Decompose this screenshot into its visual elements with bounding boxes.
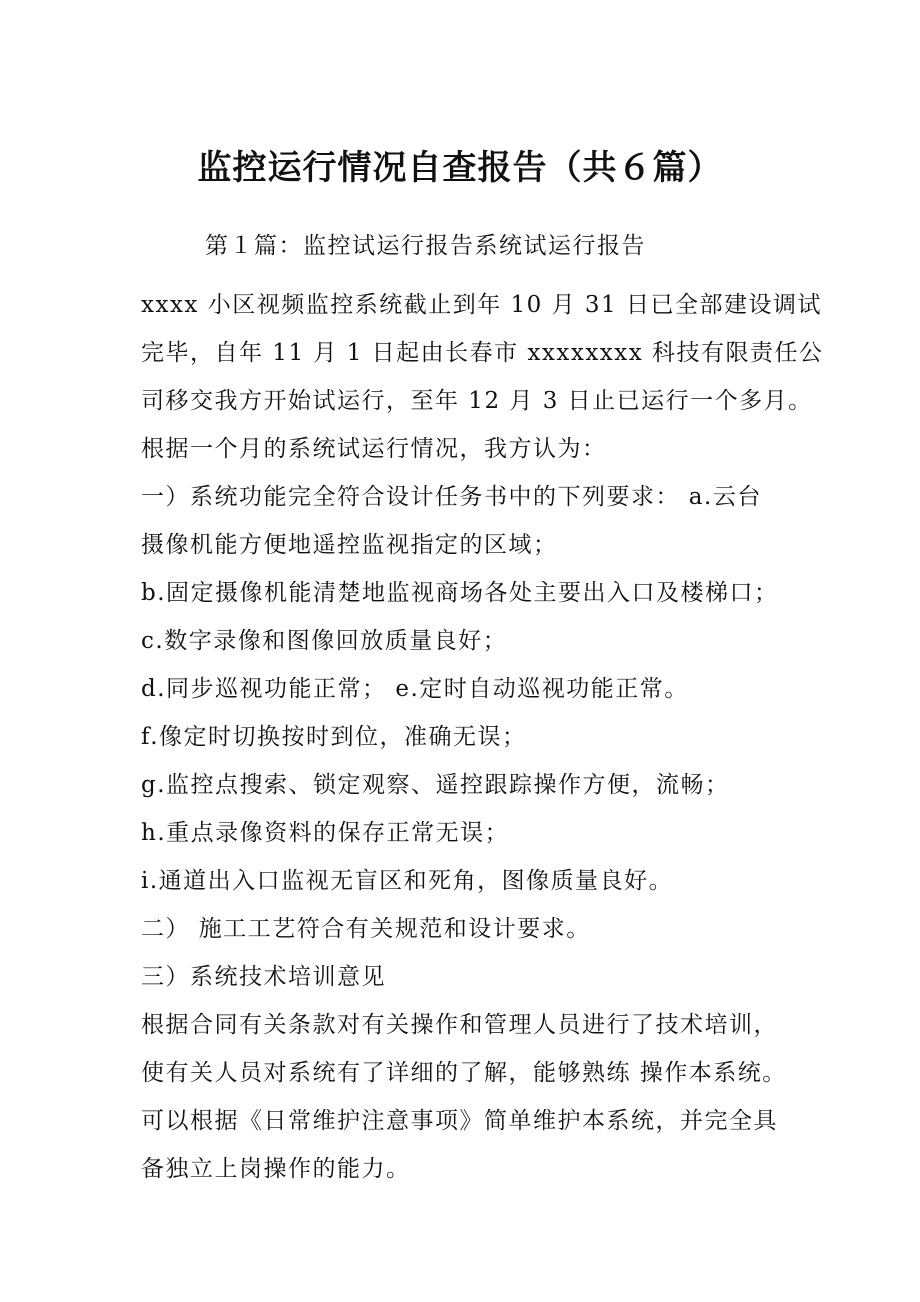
body-line: 一）系统功能完全符合设计任务书中的下列要求： a.云台 — [141, 484, 762, 510]
body-line: 备独立上岗操作的能力。 — [141, 1156, 411, 1182]
body-line: 三）系统技术培训意见 — [141, 964, 386, 990]
body-line: b.固定摄像机能清楚地监视商场各处主要出入口及楼梯口； — [141, 580, 779, 606]
body-line: 完毕，自年 11 月 1 日起由长春市 xxxxxxxx 科技有限责任公 — [141, 340, 824, 366]
section-heading: 第１篇：监控试运行报告系统试运行报告 — [205, 233, 646, 259]
body-line: 司移交我方开始试运行，至年 12 月 3 日止已运行一个多月。 — [141, 388, 813, 414]
body-line: xxxx 小区视频监控系统截止到年 10 月 31 日已全部建设调试 — [141, 292, 822, 318]
body-line: f.像定时切换按时到位，准确无误； — [141, 724, 527, 750]
document-title: 监控运行情况自查报告（共６篇） — [197, 148, 723, 188]
body-line: d.同步巡视功能正常； e.定时自动巡视功能正常。 — [141, 676, 689, 702]
body-line: 根据一个月的系统试运行情况，我方认为： — [141, 436, 607, 462]
body-line: 使有关人员对系统有了详细的了解，能够熟练 操作本系统。 — [141, 1060, 787, 1086]
body-line: g.监控点搜索、锁定观察、遥控跟踪操作方便，流畅； — [141, 772, 730, 798]
body-text — [141, 281, 824, 1193]
body-line: 二） 施工工艺符合有关规范和设计要求。 — [141, 916, 591, 942]
body-line: 根据合同有关条款对有关操作和管理人员进行了技术培训， — [141, 1012, 778, 1038]
body-line: 可以根据《日常维护注意事项》简单维护本系统，并完全具 — [141, 1108, 778, 1134]
body-line: h.重点录像资料的保存正常无误； — [141, 820, 510, 846]
body-line: i.通道出入口监视无盲区和死角，图像质量良好。 — [141, 868, 674, 894]
body-line: 摄像机能方便地遥控监视指定的区域； — [141, 532, 558, 558]
body-line: c.数字录像和图像回放质量良好； — [141, 628, 508, 654]
